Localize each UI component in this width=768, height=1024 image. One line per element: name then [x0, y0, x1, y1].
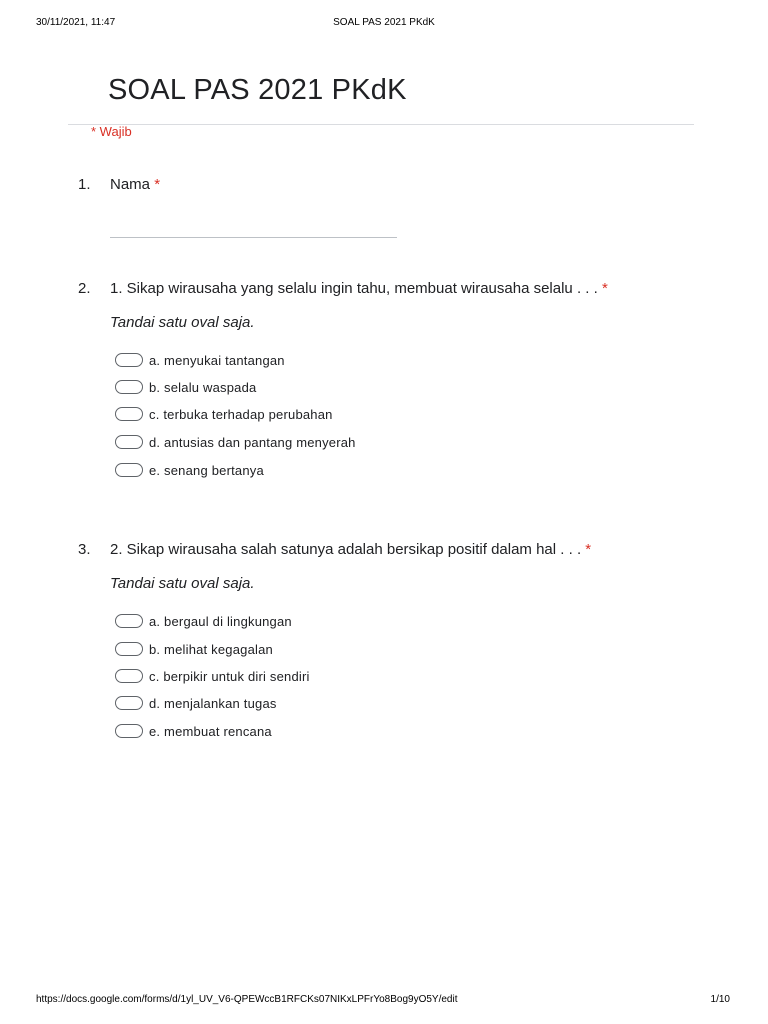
option-label: a. menyukai tantangan: [149, 352, 285, 368]
print-doc-title: SOAL PAS 2021 PKdK: [333, 17, 435, 28]
required-star: *: [585, 541, 592, 558]
required-note: * Wajib: [91, 124, 132, 139]
question-number: 2.: [78, 280, 91, 297]
radio-option-b[interactable]: [115, 640, 273, 658]
radio-oval-icon[interactable]: [115, 669, 143, 683]
radio-oval-icon[interactable]: [115, 614, 143, 628]
question-text: [110, 541, 591, 558]
title-divider: [68, 124, 694, 125]
radio-oval-icon[interactable]: [115, 435, 143, 449]
required-star: *: [601, 280, 608, 297]
radio-oval-icon[interactable]: [115, 696, 143, 710]
required-star: *: [154, 176, 161, 193]
option-label: b. selalu waspada: [149, 379, 257, 395]
print-page-number: 1/10: [710, 994, 730, 1005]
radio-oval-icon[interactable]: [115, 407, 143, 421]
radio-oval-icon[interactable]: [115, 353, 143, 367]
question-instruction: Tandai satu oval saja.: [110, 575, 255, 592]
radio-option-b[interactable]: [115, 378, 256, 396]
question-number: 1.: [78, 176, 91, 193]
name-answer-field[interactable]: [110, 237, 397, 238]
print-footer: [36, 994, 732, 1008]
form-title: SOAL PAS 2021 PKdK: [108, 74, 407, 106]
radio-option-a[interactable]: [115, 351, 285, 369]
option-label: e. membuat rencana: [149, 723, 272, 739]
question-instruction: Tandai satu oval saja.: [110, 314, 255, 331]
option-label: a. bergaul di lingkungan: [149, 613, 292, 629]
option-label: d. menjalankan tugas: [149, 695, 277, 711]
radio-option-c[interactable]: [115, 405, 333, 423]
question-number: 3.: [78, 541, 91, 558]
print-header: [36, 17, 732, 31]
question-text: [110, 176, 160, 193]
option-label: c. berpikir untuk diri sendiri: [149, 668, 310, 684]
radio-option-e[interactable]: [115, 722, 272, 740]
radio-oval-icon[interactable]: [115, 642, 143, 656]
radio-oval-icon[interactable]: [115, 724, 143, 738]
question-label: Nama: [110, 176, 151, 193]
radio-option-a[interactable]: [115, 612, 292, 630]
question-text: [110, 280, 608, 297]
print-datetime: 30/11/2021, 11:47: [36, 17, 116, 28]
option-label: b. melihat kegagalan: [149, 641, 273, 657]
option-label: d. antusias dan pantang menyerah: [149, 434, 356, 450]
radio-option-d[interactable]: [115, 694, 277, 712]
radio-option-c[interactable]: [115, 667, 310, 685]
option-label: c. terbuka terhadap perubahan: [149, 406, 333, 422]
radio-oval-icon[interactable]: [115, 380, 143, 394]
question-label: 1. Sikap wirausaha yang selalu ingin tahu, membuat wirausaha selalu . . .: [110, 280, 598, 297]
question-label: 2. Sikap wirausaha salah satunya adalah bersikap positif dalam hal . . .: [110, 541, 582, 558]
print-url: https://docs.google.com/forms/d/1yl_UV_V6-QPEWccB1RFCKs07NIKxLPFrYo8Bog9yO5Y/edit: [36, 994, 458, 1005]
radio-option-e[interactable]: [115, 461, 264, 479]
radio-oval-icon[interactable]: [115, 463, 143, 477]
option-label: e. senang bertanya: [149, 462, 264, 478]
radio-option-d[interactable]: [115, 433, 356, 451]
